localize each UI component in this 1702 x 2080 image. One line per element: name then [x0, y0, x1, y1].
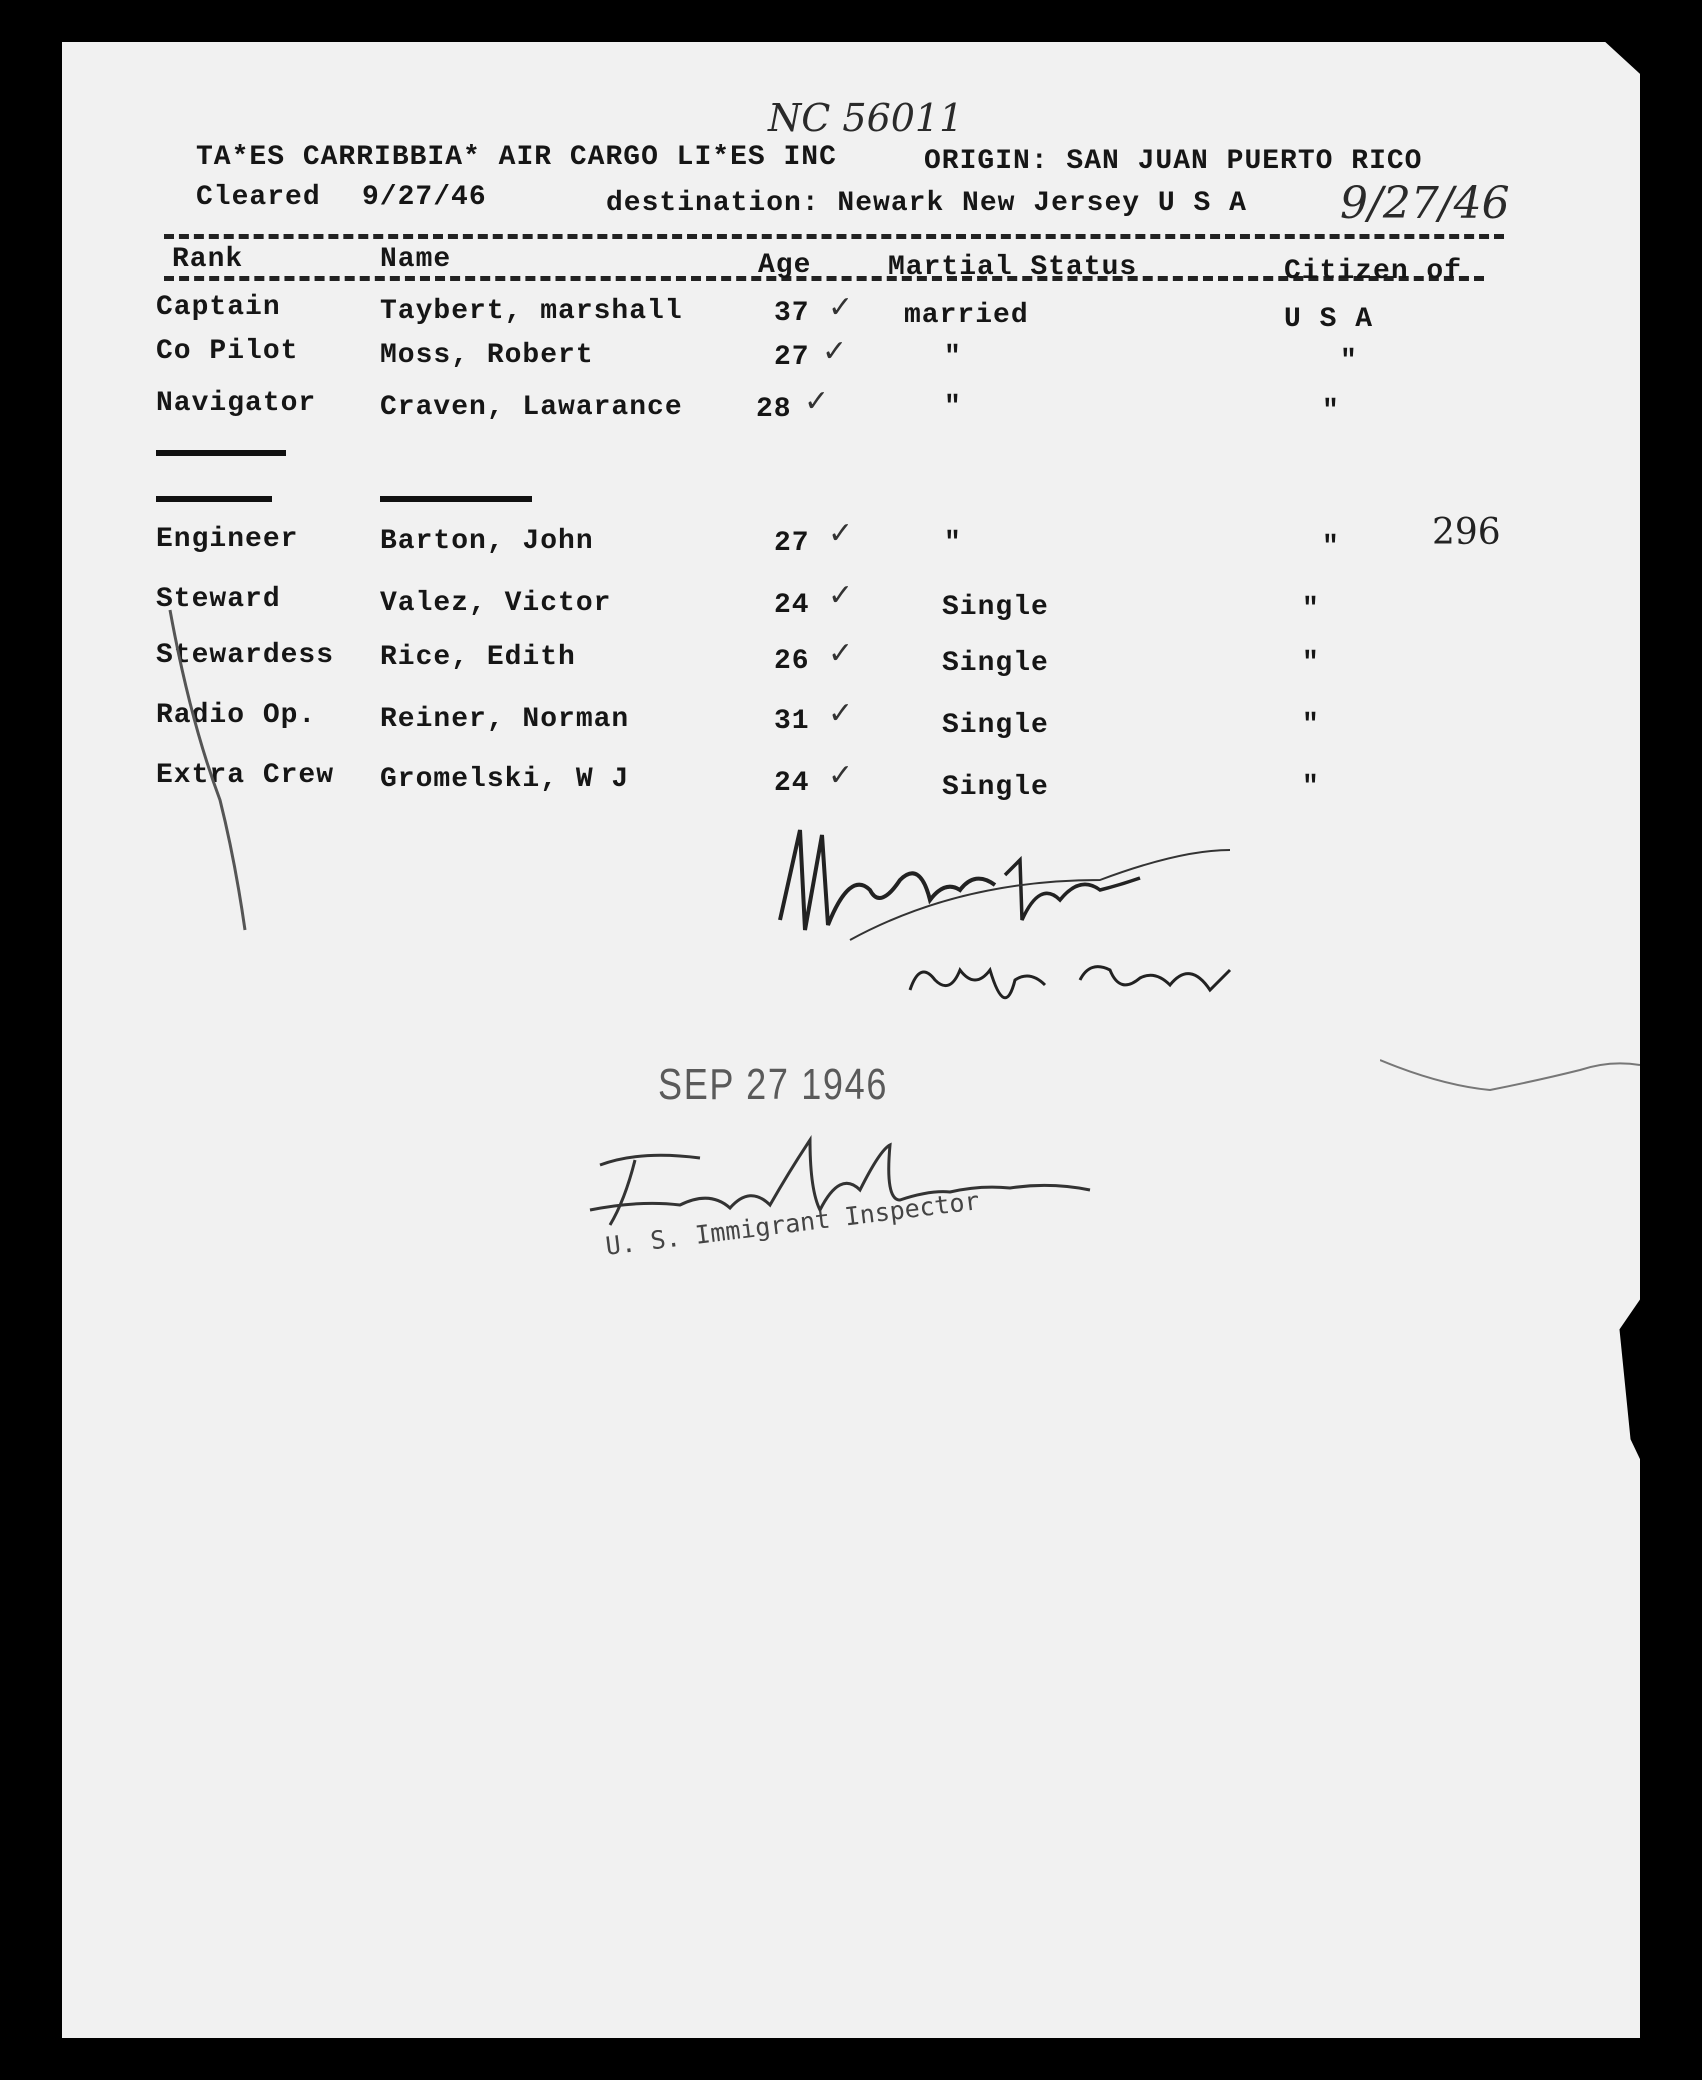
crew-age: 28 — [756, 394, 792, 425]
crew-marital: " — [944, 342, 962, 373]
crew-age: 27 — [774, 342, 810, 373]
captain-signature — [760, 820, 1280, 1040]
column-header-age: Age — [758, 250, 812, 281]
crew-citizen: " — [1322, 532, 1340, 563]
check-mark: ✓ — [828, 290, 854, 325]
crew-marital: " — [944, 528, 962, 559]
crew-rank: Co Pilot — [156, 336, 299, 367]
column-header-rank: Rank — [172, 244, 244, 275]
airline-name: TA*ES CARRIBBIA* AIR CARGO LI*ES INC — [196, 142, 837, 173]
crew-name: Valez, Victor — [380, 588, 612, 619]
margin-pencil-mark — [150, 600, 260, 940]
crew-name: Barton, John — [380, 526, 594, 557]
cleared-label: Cleared — [196, 182, 321, 213]
crew-marital: Single — [942, 648, 1049, 679]
strikethrough-mark — [380, 496, 532, 502]
crew-age: 37 — [774, 298, 810, 329]
crew-marital: Single — [942, 710, 1049, 741]
separator-line — [164, 234, 1504, 239]
crew-rank: Stewardess — [156, 640, 335, 671]
strikethrough-mark — [156, 496, 272, 502]
check-mark: ✓ — [828, 696, 854, 731]
origin-text: ORIGIN: SAN JUAN PUERTO RICO — [924, 146, 1423, 177]
crew-rank: Extra Crew — [156, 760, 335, 791]
strikethrough-mark — [156, 450, 286, 456]
crew-citizen: " — [1340, 346, 1358, 377]
crew-name: Rice, Edith — [380, 642, 576, 673]
paper-tear-edge — [1380, 1040, 1640, 1100]
crew-rank: Radio Op. — [156, 700, 317, 731]
cleared-date: 9/27/46 — [362, 182, 487, 213]
crew-citizen: " — [1302, 648, 1320, 679]
crew-age: 31 — [774, 706, 810, 737]
crew-age: 26 — [774, 646, 810, 677]
destination-text: destination: Newark New Jersey U S A — [606, 188, 1247, 219]
crew-rank: Steward — [156, 584, 281, 615]
crew-marital: married — [904, 300, 1029, 331]
crew-name: Taybert, marshall — [380, 296, 683, 327]
inspector-label: U. S. Immigrant Inspector — [604, 1186, 982, 1261]
crew-name: Moss, Robert — [380, 340, 594, 371]
crew-rank: Captain — [156, 292, 281, 323]
crew-marital: " — [944, 392, 962, 423]
crew-name: Craven, Lawarance — [380, 392, 683, 423]
crew-marital: Single — [942, 592, 1049, 623]
column-header-citizen: Citizen of — [1284, 256, 1463, 287]
column-header-name: Name — [380, 244, 452, 275]
handwritten-date: 9/27/46 — [1340, 178, 1510, 229]
crew-citizen: " — [1302, 710, 1320, 741]
check-mark: ✓ — [828, 758, 854, 793]
crew-name: Gromelski, W J — [380, 764, 630, 795]
crew-marital: Single — [942, 772, 1049, 803]
check-mark: ✓ — [804, 384, 830, 419]
handwritten-manifest-number: NC 56011 — [768, 96, 964, 140]
check-mark: ✓ — [822, 334, 848, 369]
crew-citizen: U S A — [1284, 304, 1374, 335]
date-stamp: SEP 27 1946 — [658, 1060, 889, 1109]
crew-name: Reiner, Norman — [380, 704, 630, 735]
crew-citizen: " — [1322, 396, 1340, 427]
crew-age: 27 — [774, 528, 810, 559]
check-mark: ✓ — [828, 578, 854, 613]
column-header-marital-status: Martial Status — [888, 252, 1138, 283]
crew-citizen: " — [1302, 594, 1320, 625]
crew-age: 24 — [774, 768, 810, 799]
crew-rank: Navigator — [156, 388, 317, 419]
page-number: 296 — [1432, 512, 1501, 553]
check-mark: ✓ — [828, 516, 854, 551]
crew-rank: Engineer — [156, 524, 299, 555]
check-mark: ✓ — [828, 636, 854, 671]
crew-age: 24 — [774, 590, 810, 621]
crew-citizen: " — [1302, 772, 1320, 803]
